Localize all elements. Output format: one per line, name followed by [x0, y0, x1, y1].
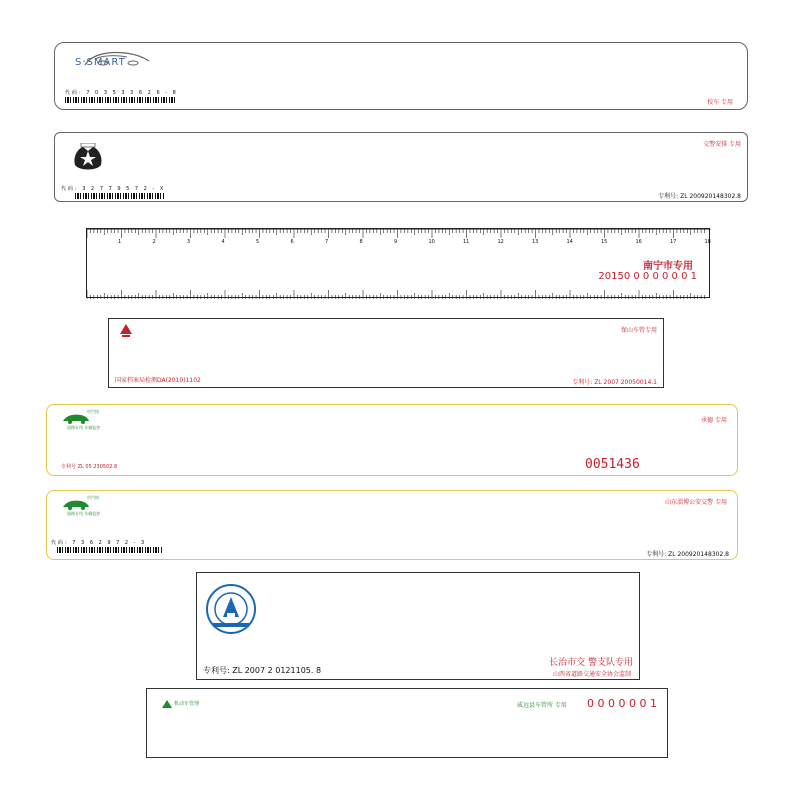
car-logo-icon	[161, 699, 173, 709]
logo-bottom: 道路专用 车辆监控	[67, 425, 101, 430]
serial-number: 0051436	[585, 457, 640, 472]
police-emblem-icon	[71, 143, 105, 173]
code-label: 代码: 3 2 7 7 9 5 7 2 - X	[61, 186, 166, 192]
serial-number: 20150 0 0 0 0 0 0 1	[598, 271, 697, 282]
title-label: 国家档案局检测DA(2010)1102	[115, 377, 201, 384]
code-label: 代码: 7 0 3 5 3 3 6 2 6 - 8	[65, 90, 178, 96]
patent-label: 专利号: ZL 200920148302.8	[658, 193, 741, 200]
ruler-tick-label: 6	[290, 239, 294, 245]
logo-bottom: 道路专用 车辆监控	[67, 511, 101, 516]
ruler-tick-label: 7	[325, 239, 329, 245]
code-label: 代码: 7 3 6 2 9 7 2 - 3	[51, 540, 147, 546]
traffic-association-emblem-icon	[205, 583, 257, 635]
logo-text: 机动车管理	[174, 701, 200, 707]
patent-label: 专利号: ZL 2007 20050014.1	[572, 379, 657, 386]
ruler-tick-label: 14	[566, 239, 573, 245]
patent-label: 专利号: ZL 2007 2 0121105. 8	[203, 666, 322, 675]
ruler-tick-label: 5	[256, 239, 260, 245]
ruler-tick-label: 10	[428, 239, 435, 245]
serial-number: 0 0 0 0 0 0 1	[587, 697, 657, 710]
card-weiyuan	[146, 688, 668, 758]
ruler-bottom-ticks	[87, 287, 711, 299]
usage-label: 交警安排 专用	[703, 141, 741, 148]
patent-label: 专利号: ZL 200920148302.8	[646, 551, 729, 558]
ruler-tick-label: 18	[704, 239, 711, 245]
barcode	[57, 547, 162, 553]
ruler-tick-label: 17	[670, 239, 677, 245]
usage-label: 山东淄博公安交警 专用	[665, 499, 727, 506]
usage-label: 保山车管专用	[620, 327, 657, 334]
org-label: 山西省道路交通安全协会监制	[552, 671, 631, 678]
ruler-tick-label: 3	[187, 239, 191, 245]
ruler-tick-label: 1	[118, 239, 122, 245]
logo-top: 中汽协	[87, 495, 99, 500]
ruler-tick-label: 16	[635, 239, 642, 245]
logo-top: 中汽协	[87, 409, 99, 414]
ruler-tick-label: 12	[497, 239, 504, 245]
ruler-tick-label: 13	[532, 239, 539, 245]
usage-label: 威远县车管所 专用	[517, 702, 567, 709]
usage-label: 长治市交 警支队专用	[549, 658, 633, 668]
usage-label: 南宁市专用	[643, 261, 693, 272]
usage-label: 校车 专用	[707, 99, 733, 106]
ruler-tick-label: 15	[601, 239, 608, 245]
card-school-bus	[54, 42, 748, 110]
card-zibo	[46, 490, 738, 560]
barcode	[65, 97, 175, 103]
ruler-labels	[87, 239, 711, 249]
card-baoshan	[108, 318, 664, 388]
ruler-tick-label: 4	[221, 239, 225, 245]
ruler-tick-label: 2	[152, 239, 156, 245]
barcode	[75, 193, 165, 199]
patent-label: 专利号 ZL 05 230502.8	[61, 464, 118, 470]
ruler-tick-label: 11	[463, 239, 470, 245]
logo-text: S·SMART	[75, 57, 126, 68]
card-ruler	[86, 228, 710, 298]
ruler-tick-label: 8	[359, 239, 363, 245]
card-police	[54, 132, 748, 202]
triangle-logo-icon	[119, 323, 133, 339]
card-changzhi	[196, 572, 640, 680]
ruler-tick-label: 9	[394, 239, 398, 245]
card-chengde	[46, 404, 738, 476]
usage-label: 承德 专用	[701, 417, 727, 424]
